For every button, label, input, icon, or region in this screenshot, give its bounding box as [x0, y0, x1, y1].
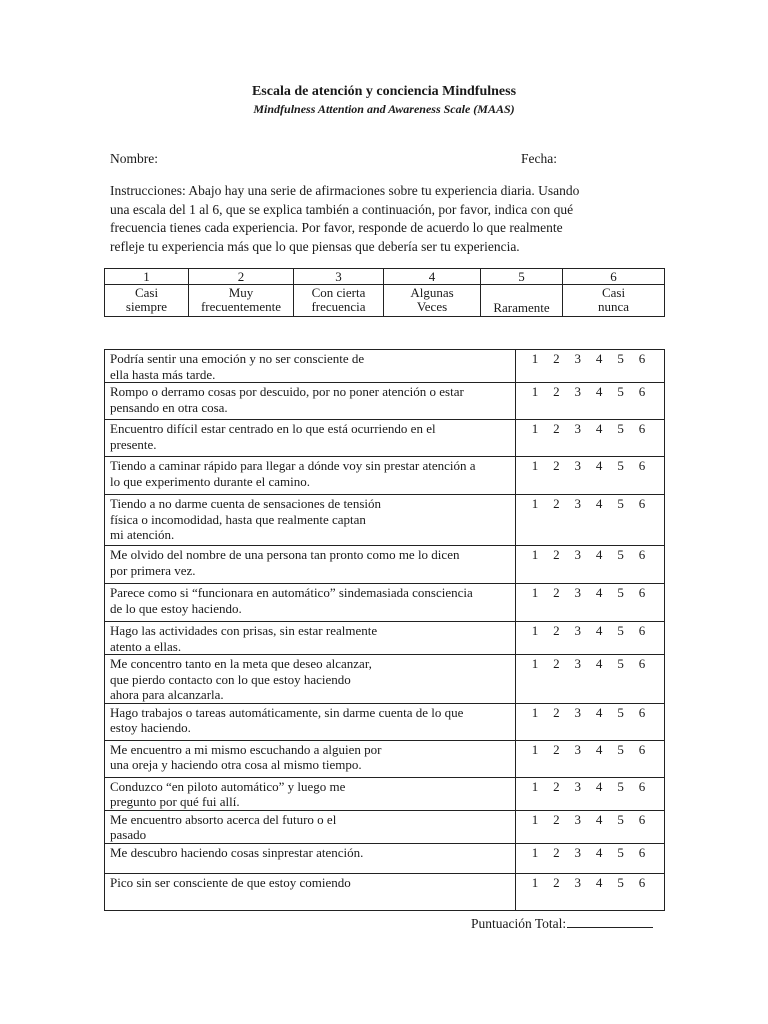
- rating-options: [516, 384, 664, 400]
- rating-option[interactable]: 3: [574, 811, 582, 827]
- items-table: [104, 349, 665, 911]
- rating-options: [516, 458, 664, 474]
- rating-options: [516, 845, 664, 861]
- rating-option[interactable]: 5: [617, 623, 624, 638]
- rating-option[interactable]: 5: [617, 384, 624, 399]
- item-row: [105, 777, 665, 810]
- item-row: [105, 420, 665, 457]
- statement-line: Me encuentro absorto acerca del futuro o el: [110, 811, 337, 827]
- statement-line: lo que experimento durante el camino.: [110, 473, 310, 489]
- scale-label: Raramente: [481, 285, 563, 317]
- rating-options: [516, 623, 664, 639]
- rating-option[interactable]: 6: [638, 844, 646, 860]
- instructions-line: frecuencia tienes cada experiencia. Por favor, responde de acuerdo lo que realmente: [110, 220, 563, 235]
- statement-line: una oreja y haciendo otra cosa al mismo tiempo.: [110, 757, 362, 772]
- scale-number: 6: [563, 269, 665, 285]
- rating-option[interactable]: 4: [595, 547, 603, 562]
- scale-number: 1: [105, 269, 189, 285]
- rating-cell: [516, 495, 665, 546]
- scale-number: 3: [294, 269, 384, 285]
- rating-option[interactable]: 2: [553, 656, 560, 671]
- item-row: [105, 457, 665, 495]
- rating-option[interactable]: 2: [553, 844, 560, 860]
- statement-line: Pico sin ser consciente de que estoy comiendo: [110, 874, 351, 890]
- rating-option[interactable]: 6: [638, 585, 646, 600]
- item-statement: [105, 655, 516, 704]
- statement-line: pensando en otra cosa.: [110, 399, 228, 415]
- rating-option[interactable]: 5: [617, 585, 624, 600]
- statement-line: Tiendo a caminar rápido para llegar a dónde voy sin prestar atención a: [110, 458, 476, 473]
- rating-option[interactable]: 4: [595, 874, 603, 890]
- item-row: [105, 350, 665, 383]
- rating-option[interactable]: 6: [638, 421, 646, 436]
- rating-option[interactable]: 2: [553, 421, 560, 436]
- rating-option[interactable]: 1: [531, 741, 539, 757]
- rating-cell: [516, 810, 665, 843]
- item-statement: [105, 350, 516, 383]
- rating-option[interactable]: 6: [638, 656, 646, 671]
- item-statement: [105, 495, 516, 546]
- rating-option[interactable]: 6: [638, 547, 646, 562]
- rating-option[interactable]: 3: [574, 704, 582, 720]
- rating-option[interactable]: 2: [553, 741, 560, 757]
- rating-option[interactable]: 5: [617, 741, 624, 757]
- rating-option[interactable]: 5: [617, 778, 624, 794]
- rating-options: [516, 779, 664, 795]
- rating-option[interactable]: 2: [553, 351, 560, 366]
- rating-option[interactable]: 4: [595, 811, 603, 827]
- rating-cell: [516, 546, 665, 584]
- rating-option[interactable]: 1: [531, 844, 539, 860]
- item-row: [105, 703, 665, 740]
- rating-option[interactable]: 3: [574, 844, 582, 860]
- rating-options: [516, 742, 664, 758]
- statement-line: Me encuentro a mi mismo escuchando a alguien por: [110, 741, 382, 757]
- statement-line: por primera vez.: [110, 562, 196, 578]
- rating-option[interactable]: 1: [531, 547, 539, 562]
- total-score-label: Puntuación Total:: [471, 916, 567, 931]
- total-score-field[interactable]: [567, 913, 653, 928]
- rating-option[interactable]: 3: [574, 874, 582, 890]
- item-statement: [105, 740, 516, 777]
- rating-option[interactable]: 6: [638, 778, 646, 794]
- item-row: [105, 584, 665, 622]
- document-title: Escala de atención y conciencia Mindfulness: [251, 84, 517, 99]
- rating-option[interactable]: 5: [617, 496, 624, 511]
- rating-option[interactable]: 1: [531, 623, 539, 638]
- scale-label: Muy frecuentemente: [189, 285, 294, 317]
- item-statement: [105, 810, 516, 843]
- rating-option[interactable]: 4: [595, 351, 603, 366]
- item-statement: [105, 546, 516, 584]
- statement-line: Me descubro haciendo cosas sinprestar atención.: [110, 844, 364, 860]
- item-statement: [105, 584, 516, 622]
- rating-option[interactable]: 6: [638, 496, 646, 511]
- statement-line: pasado: [110, 827, 147, 842]
- rating-option[interactable]: 1: [531, 421, 539, 436]
- rating-option[interactable]: 5: [617, 874, 624, 890]
- item-statement: [105, 843, 516, 873]
- rating-option[interactable]: 2: [553, 778, 560, 794]
- rating-cell: [516, 777, 665, 810]
- rating-option[interactable]: 5: [617, 547, 624, 562]
- item-statement: [105, 457, 516, 495]
- rating-option[interactable]: 4: [595, 778, 603, 794]
- rating-option[interactable]: 4: [595, 421, 603, 436]
- rating-option[interactable]: 6: [638, 811, 646, 827]
- rating-option[interactable]: 3: [574, 585, 582, 600]
- statement-line: ella hasta más tarde.: [110, 366, 216, 382]
- scale-legend-table: [104, 268, 665, 317]
- rating-options: [516, 656, 664, 672]
- rating-option[interactable]: 6: [638, 384, 646, 399]
- item-statement: [105, 777, 516, 810]
- rating-option[interactable]: 2: [553, 384, 560, 399]
- rating-option[interactable]: 4: [595, 741, 603, 757]
- rating-cell: [516, 843, 665, 873]
- rating-option[interactable]: 3: [574, 656, 582, 671]
- scale-number: 2: [189, 269, 294, 285]
- rating-option[interactable]: 5: [617, 421, 624, 436]
- rating-option[interactable]: 1: [531, 384, 539, 399]
- rating-option[interactable]: 2: [553, 496, 560, 511]
- statement-line: mi atención.: [110, 527, 175, 542]
- rating-option[interactable]: 6: [638, 623, 646, 638]
- statement-line: Me concentro tanto en la meta que deseo alcanzar,: [110, 656, 372, 671]
- rating-option[interactable]: 2: [553, 811, 560, 827]
- rating-option[interactable]: 3: [574, 421, 582, 436]
- rating-option[interactable]: 4: [595, 844, 603, 860]
- statement-line: Tiendo a no darme cuenta de sensaciones de tensión: [110, 496, 382, 511]
- statement-line: de lo que estoy haciendo.: [110, 600, 242, 616]
- statement-line: Hago trabajos o tareas automáticamente, sin darme cuenta de lo que: [110, 704, 464, 720]
- rating-options: [516, 547, 664, 563]
- rating-option[interactable]: 1: [531, 874, 539, 890]
- rating-option[interactable]: 1: [531, 811, 539, 827]
- total-score: [471, 913, 653, 932]
- item-row: [105, 843, 665, 873]
- rating-option[interactable]: 4: [595, 704, 603, 720]
- rating-option[interactable]: 1: [531, 656, 539, 671]
- rating-option[interactable]: 6: [638, 704, 646, 720]
- rating-option[interactable]: 1: [531, 704, 539, 720]
- rating-cell: [516, 383, 665, 420]
- rating-cell: [516, 584, 665, 622]
- rating-option[interactable]: 2: [553, 458, 560, 473]
- rating-option[interactable]: 1: [531, 496, 539, 511]
- item-row: [105, 495, 665, 546]
- rating-option[interactable]: 3: [574, 623, 582, 638]
- rating-option[interactable]: 5: [617, 844, 624, 860]
- item-statement: [105, 873, 516, 910]
- item-row: [105, 655, 665, 704]
- scale-number: 4: [384, 269, 481, 285]
- rating-cell: [516, 622, 665, 655]
- statement-line: Hago las actividades con prisas, sin estar realmente: [110, 623, 378, 638]
- rating-options: [516, 812, 664, 828]
- rating-option[interactable]: 2: [553, 547, 560, 562]
- rating-option[interactable]: 5: [617, 458, 624, 473]
- rating-option[interactable]: 5: [617, 811, 624, 827]
- rating-option[interactable]: 2: [553, 623, 560, 638]
- rating-cell: [516, 457, 665, 495]
- document-subtitle: Mindfulness Attention and Awareness Scale (MAAS): [253, 102, 515, 116]
- rating-option[interactable]: 1: [531, 351, 539, 366]
- statement-line: Conduzco “en piloto automático” y luego me: [110, 778, 346, 794]
- statement-line: física o incomodidad, hasta que realmente captan: [110, 511, 366, 527]
- statement-line: estoy haciendo.: [110, 720, 191, 735]
- item-row: [105, 622, 665, 655]
- scale-label: Algunas Veces: [384, 285, 481, 317]
- item-statement: [105, 383, 516, 420]
- rating-options: [516, 705, 664, 721]
- instructions-line: refleje tu experiencia más que lo que piensas que debería ser tu experiencia.: [110, 238, 520, 254]
- rating-option[interactable]: 6: [638, 874, 646, 890]
- statement-line: Parece como si “funcionara en automático” sindemasiada consciencia: [110, 585, 473, 600]
- rating-option[interactable]: 1: [531, 585, 539, 600]
- scale-label: Con cierta frecuencia: [294, 285, 384, 317]
- rating-option[interactable]: 3: [574, 547, 582, 562]
- rating-options: [516, 421, 664, 437]
- rating-option[interactable]: 4: [595, 458, 603, 473]
- statement-line: Encuentro difícil estar centrado en lo que está ocurriendo en el: [110, 421, 436, 436]
- scale-label: Casi nunca: [563, 285, 665, 317]
- rating-option[interactable]: 4: [595, 496, 603, 511]
- rating-options: [516, 585, 664, 601]
- rating-option[interactable]: 3: [574, 458, 582, 473]
- rating-cell: [516, 703, 665, 740]
- instructions-line: Instrucciones: Abajo hay una serie de afirmaciones sobre tu experiencia diaria. Usando: [110, 183, 580, 198]
- rating-option[interactable]: 2: [553, 874, 560, 890]
- statement-line: que pierdo contacto con lo que estoy haciendo: [110, 671, 351, 687]
- rating-options: [516, 351, 664, 367]
- rating-option[interactable]: 3: [574, 778, 582, 794]
- name-label: Nombre:: [110, 151, 158, 166]
- rating-option[interactable]: 2: [553, 585, 560, 600]
- rating-cell: [516, 420, 665, 457]
- rating-options: [516, 875, 664, 891]
- item-statement: [105, 622, 516, 655]
- rating-option[interactable]: 6: [638, 351, 646, 366]
- rating-option[interactable]: 5: [617, 704, 624, 720]
- rating-options: [516, 496, 664, 512]
- statement-line: Rompo o derramo cosas por descuido, por no poner atención o estar: [110, 384, 464, 399]
- instructions: [110, 182, 670, 256]
- rating-cell: [516, 873, 665, 910]
- rating-cell: [516, 740, 665, 777]
- scale-number: 5: [481, 269, 563, 285]
- rating-option[interactable]: 6: [638, 458, 646, 473]
- statement-line: pregunto por qué fui allí.: [110, 794, 240, 809]
- instructions-line: una escala del 1 al 6, que se explica también a continuación, por favor, indica con qué: [110, 201, 574, 217]
- rating-option[interactable]: 4: [595, 623, 603, 638]
- item-row: [105, 546, 665, 584]
- rating-option[interactable]: 4: [595, 656, 603, 671]
- rating-cell: [516, 350, 665, 383]
- rating-option[interactable]: 3: [574, 741, 582, 757]
- statement-line: ahora para alcanzarla.: [110, 687, 224, 702]
- rating-option[interactable]: 1: [531, 458, 539, 473]
- date-label: Fecha:: [521, 151, 557, 166]
- item-row: [105, 873, 665, 910]
- rating-option[interactable]: 5: [617, 656, 624, 671]
- rating-cell: [516, 655, 665, 704]
- rating-option[interactable]: 1: [531, 778, 539, 794]
- scale-label: Casi siempre: [105, 285, 189, 317]
- rating-option[interactable]: 5: [617, 351, 624, 366]
- item-statement: [105, 703, 516, 740]
- item-row: [105, 740, 665, 777]
- rating-option[interactable]: 6: [638, 741, 646, 757]
- rating-option[interactable]: 3: [574, 496, 582, 511]
- item-statement: [105, 420, 516, 457]
- rating-option[interactable]: 4: [595, 585, 603, 600]
- statement-line: presente.: [110, 436, 157, 452]
- statement-line: atento a ellas.: [110, 638, 182, 654]
- rating-option[interactable]: 3: [574, 384, 582, 399]
- statement-line: Me olvido del nombre de una persona tan pronto como me lo dicen: [110, 547, 460, 562]
- rating-option[interactable]: 4: [595, 384, 603, 399]
- item-row: [105, 810, 665, 843]
- item-row: [105, 383, 665, 420]
- statement-line: Podría sentir una emoción y no ser consciente de: [110, 351, 365, 366]
- rating-option[interactable]: 2: [553, 704, 560, 720]
- rating-option[interactable]: 3: [574, 351, 582, 366]
